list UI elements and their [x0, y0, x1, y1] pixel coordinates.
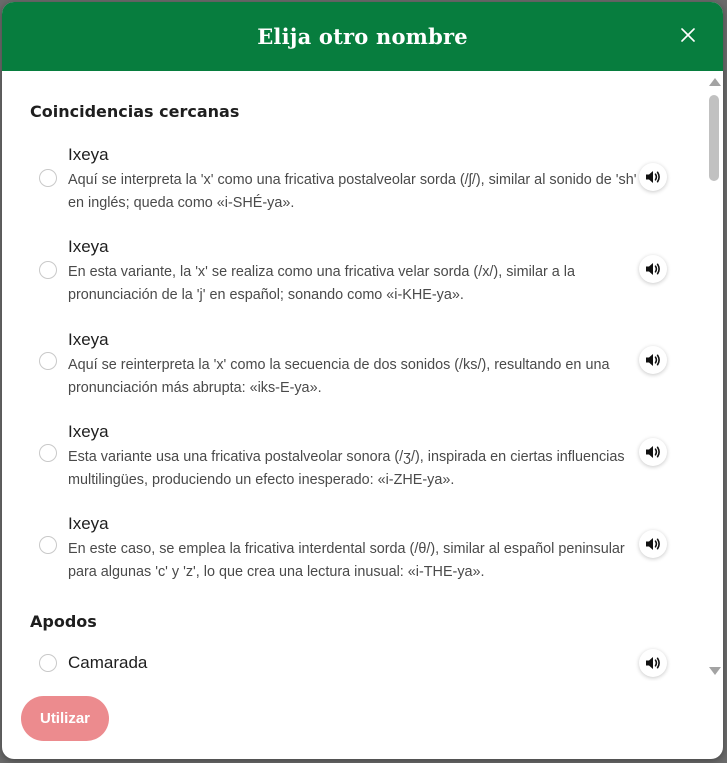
speaker-icon: [645, 656, 661, 670]
option-name: Ixeya: [68, 330, 109, 349]
speaker-icon: [645, 262, 661, 276]
section-title-nicknames: Apodos: [30, 612, 97, 631]
use-button[interactable]: Utilizar: [21, 696, 109, 741]
close-button[interactable]: [675, 22, 701, 48]
option-name: Ixeya: [68, 514, 109, 533]
speaker-icon: [645, 170, 661, 184]
radio-button[interactable]: [39, 444, 57, 462]
list-item[interactable]: [2, 654, 705, 681]
option-name: Ixeya: [68, 237, 109, 256]
vertical-scrollbar[interactable]: [705, 71, 723, 681]
option-name: Ixeya: [68, 422, 109, 441]
play-pronunciation-button[interactable]: [639, 346, 667, 374]
list-item[interactable]: [2, 514, 705, 584]
option-description: Aquí se reinterpreta la 'x' como la secuencia de dos sonidos (/ks/), resultando en una pronunciación más abrupta: «iks-E-ya».: [68, 357, 610, 396]
radio-button[interactable]: [39, 654, 57, 672]
close-icon: [681, 28, 695, 42]
list-item[interactable]: [2, 237, 705, 307]
dialog-header: [2, 2, 723, 71]
list-item[interactable]: [2, 422, 705, 492]
option-description: Esta variante usa una fricativa postalveolar sonora (/ʒ/), inspirada en ciertas influencias multilingües, produciendo un efecto inesperado: «i-ZHE-ya».: [68, 449, 625, 488]
choose-name-dialog: [2, 2, 723, 759]
scroll-down-arrow-icon[interactable]: [709, 667, 721, 675]
radio-button[interactable]: [39, 261, 57, 279]
option-description: En esta variante, la 'x' se realiza como una fricativa velar sorda (/x/), similar a la pronunciación de la 'j' en español; sonando como «i-KHE-ya».: [68, 264, 575, 303]
section-title-close-matches: Coincidencias cercanas: [30, 102, 240, 121]
scroll-up-arrow-icon[interactable]: [709, 78, 721, 86]
play-pronunciation-button[interactable]: [639, 438, 667, 466]
options-list[interactable]: [2, 71, 705, 681]
option-description: Aquí se interpreta la 'x' como una fricativa postalveolar sorda (/ʃ/), similar al sonido de 'sh' en inglés; queda como «i-SHÉ-ya».: [68, 172, 637, 211]
list-item[interactable]: [2, 145, 705, 215]
scroll-thumb[interactable]: [709, 95, 719, 181]
radio-button[interactable]: [39, 352, 57, 370]
play-pronunciation-button[interactable]: [639, 163, 667, 191]
speaker-icon: [645, 445, 661, 459]
play-pronunciation-button[interactable]: [639, 649, 667, 677]
speaker-icon: [645, 537, 661, 551]
speaker-icon: [645, 353, 661, 367]
play-pronunciation-button[interactable]: [639, 530, 667, 558]
list-item[interactable]: [2, 330, 705, 400]
option-description: En este caso, se emplea la fricativa interdental sorda (/θ/), similar al español peninsular para algunas 'c' y 'z', lo que crea una lectura inusual: «i-THE-ya».: [68, 541, 625, 580]
option-name: Ixeya: [68, 145, 109, 164]
dialog-title: Elija otro nombre: [257, 24, 468, 49]
radio-button[interactable]: [39, 169, 57, 187]
radio-button[interactable]: [39, 536, 57, 554]
play-pronunciation-button[interactable]: [639, 255, 667, 283]
option-name: Camarada: [68, 653, 148, 672]
